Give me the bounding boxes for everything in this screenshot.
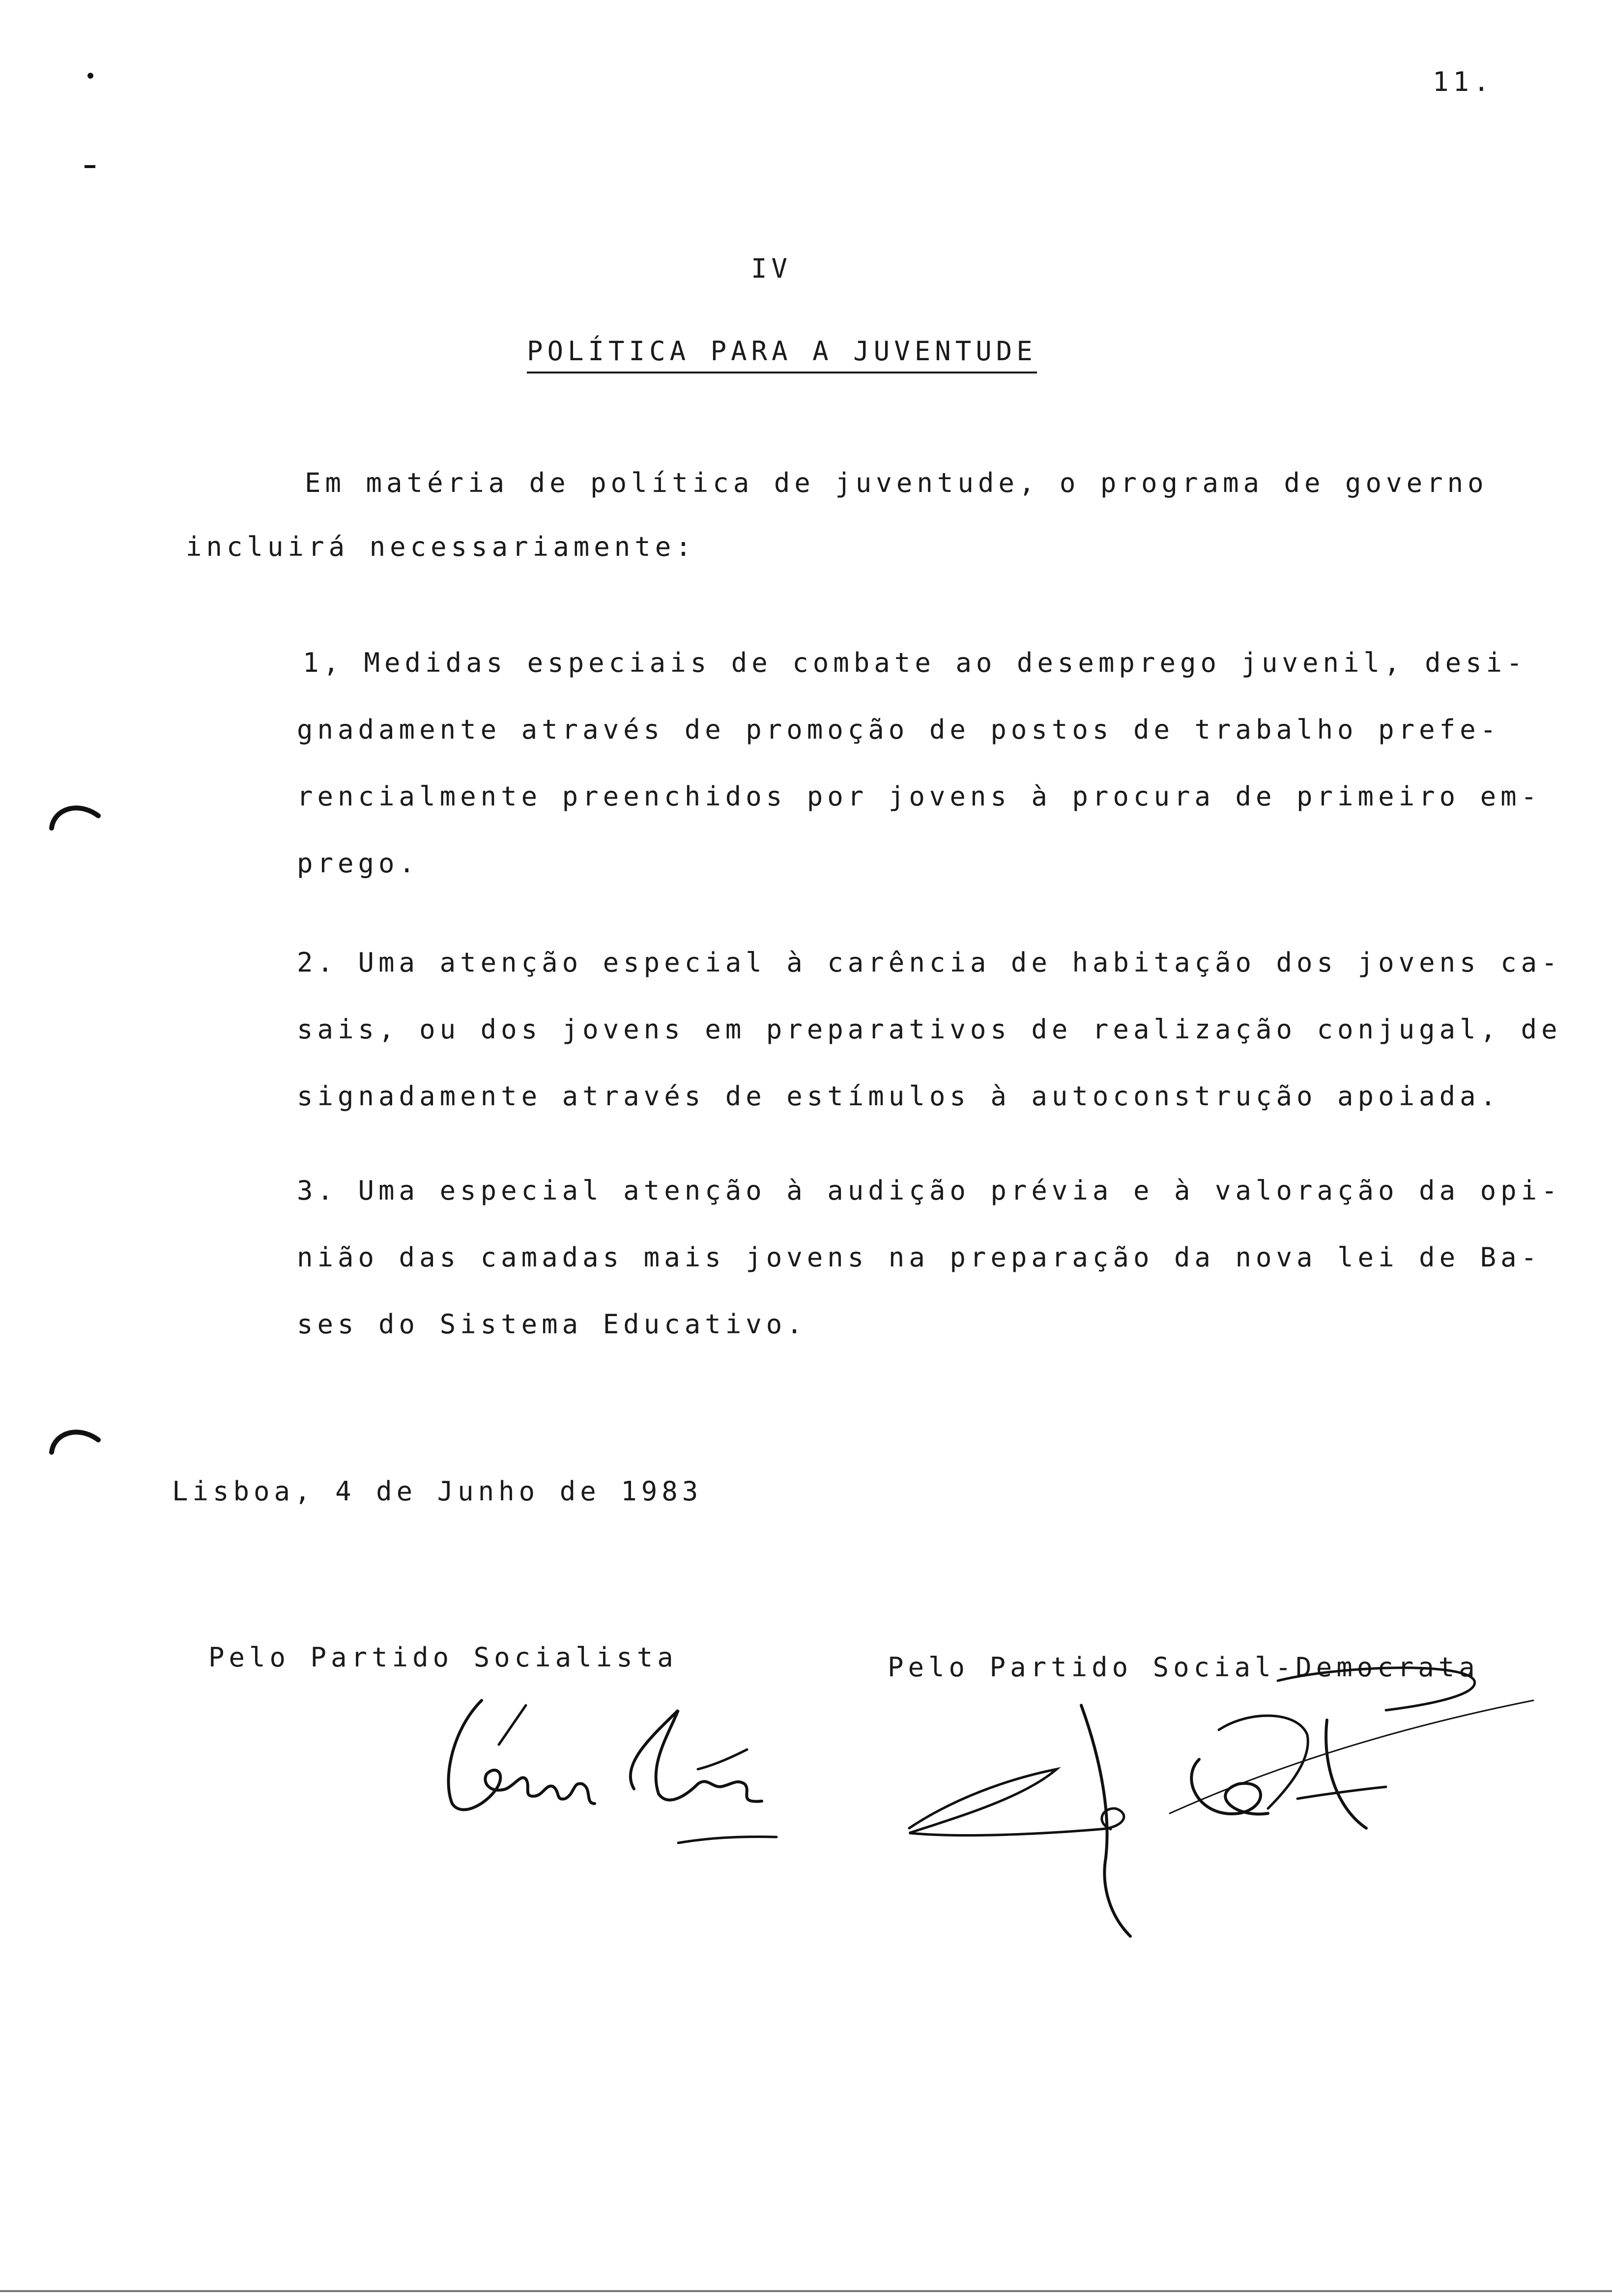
- item-1-line: 1, Medidas especiais de combate ao desemprego juvenil, desi-: [303, 647, 1527, 678]
- place-date: Lisboa, 4 de Junho de 1983: [172, 1476, 703, 1507]
- item-1-line: prego.: [297, 848, 420, 879]
- item-2-line: sais, ou dos jovens em preparativos de realização conjugal, de: [297, 1014, 1562, 1045]
- item-3-line: ses do Sistema Educativo.: [297, 1309, 807, 1340]
- item-1-line: gnadamente através de promoção de postos de trabalho prefe-: [297, 714, 1501, 745]
- scan-dash: [85, 165, 95, 168]
- signatory-right-label: Pelo Partido Social-Democrata: [888, 1652, 1479, 1683]
- item-3-line: 3. Uma especial atenção à audição prévia e à valoração da opi-: [297, 1175, 1562, 1206]
- page-bottom-edge: [0, 2290, 1612, 2292]
- scan-dot: [87, 73, 93, 79]
- section-title: POLÍTICA PARA A JUVENTUDE: [527, 338, 1037, 373]
- item-1-line: rencialmente preenchidos por jovens à procura de primeiro em-: [297, 781, 1542, 812]
- intro-line: Em matéria de política de juventude, o programa de governo: [305, 467, 1488, 498]
- binder-hole-mark-top: [49, 796, 103, 831]
- section-number: IV: [751, 253, 792, 284]
- signatory-left-label: Pelo Partido Socialista: [208, 1642, 678, 1673]
- binder-hole-mark-bottom: [49, 1420, 103, 1455]
- item-2-line: signadamente através de estímulos à autoconstrução apoiada.: [297, 1081, 1501, 1112]
- signature-left: [423, 1691, 796, 1858]
- page-number: 11.: [1433, 66, 1494, 97]
- intro-line: incluirá necessariamente:: [186, 531, 696, 562]
- item-3-line: nião das camadas mais jovens na preparação da nova lei de Ba-: [297, 1242, 1542, 1273]
- item-2-line: 2. Uma atenção especial à carência de habitação dos jovens ca-: [297, 947, 1562, 978]
- signature-right: [894, 1651, 1543, 1946]
